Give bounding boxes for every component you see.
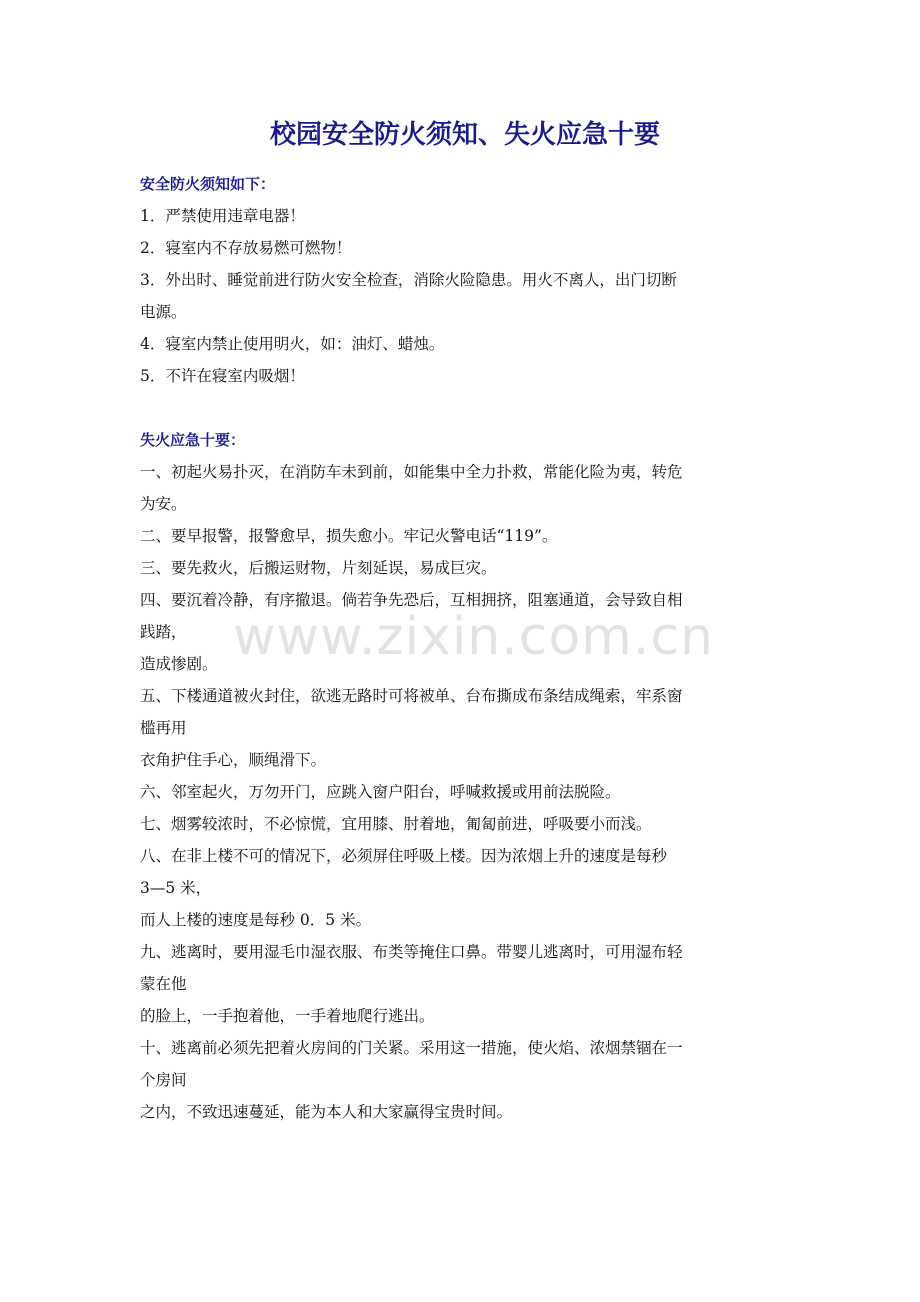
section-heading-fire-safety-rules: 安全防火须知如下：	[140, 175, 276, 193]
list-item-line: 七、烟雾较浓时，不必惊慌，宜用膝、肘着地，匍匐前进，呼吸要小而浅。	[140, 815, 652, 833]
list-item-line: 3—5 米，	[140, 879, 212, 897]
list-item-line: 的脸上，一手抱着他，一手着地爬行逃出。	[140, 1007, 435, 1025]
list-item	[140, 1032, 790, 1128]
section-heading-emergency-tips: 失火应急十要：	[140, 431, 246, 449]
list-item-line: 之内，不致迅速蔓延，能为本人和大家赢得宝贵时间。	[140, 1103, 513, 1121]
list-item-line: 二、要早报警，报警愈早，损失愈小。牢记火警电话“119”。	[140, 527, 558, 545]
list-item-line: 四、要沉着冷静，有序撤退。倘若争先恐后，互相拥挤，阻塞通道，会导致自相	[140, 591, 683, 609]
list-item	[140, 520, 790, 552]
list-item-line: 槛再用	[140, 719, 187, 737]
list-item	[140, 232, 790, 264]
list-item	[140, 776, 790, 808]
fire-safety-rules-list	[140, 200, 790, 392]
list-item	[140, 200, 790, 232]
list-item-line: 而人上楼的速度是每秒 0．5 米。	[140, 911, 372, 929]
list-item	[140, 680, 790, 776]
list-item-line: 电源。	[140, 303, 187, 321]
list-item-line: 5．不许在寝室内吸烟！	[140, 367, 305, 385]
list-item	[140, 264, 790, 328]
list-item-line: 为安。	[140, 495, 187, 513]
list-item-line: 十、逃离前必须先把着火房间的门关紧。采用这一措施，使火焰、浓烟禁锢在一	[140, 1039, 683, 1057]
list-item-line: 六、邻室起火，万勿开门，应跳入窗户阳台，呼喊救援或用前法脱险。	[140, 783, 621, 801]
page-title: 校园安全防火须知、失火应急十要	[269, 120, 660, 150]
watermark-text: www.zixin.com.cn	[233, 607, 714, 667]
list-item	[140, 936, 790, 1032]
list-item-line: 造成惨剧。	[140, 655, 218, 673]
list-item-line: 三、要先救火，后搬运财物，片刻延误，易成巨灾。	[140, 559, 497, 577]
list-item	[140, 360, 790, 392]
list-item-line: 1．严禁使用违章电器！	[140, 207, 305, 225]
list-item-line: 3．外出时、睡觉前进行防火安全检查，消除火险隐患。用火不离人，出门切断	[140, 271, 677, 289]
emergency-tips-list	[140, 456, 790, 1128]
list-item-line: 五、下楼通道被火封住，欲逃无路时可将被单、台布撕成布条结成绳索，牢系窗	[140, 687, 683, 705]
list-item-line: 一、初起火易扑灭，在消防车未到前，如能集中全力扑救，常能化险为夷，转危	[140, 463, 683, 481]
list-item-line: 个房间	[140, 1071, 187, 1089]
list-item-line: 衣角护住手心，顺绳滑下。	[140, 751, 327, 769]
list-item-line: 九、逃离时，要用湿毛巾湿衣服、布类等掩住口鼻。带婴儿逃离时，可用湿布轻	[140, 943, 683, 961]
list-item	[140, 808, 790, 840]
list-item	[140, 840, 790, 936]
list-item	[140, 552, 790, 584]
list-item-line: 践踏，	[140, 623, 187, 641]
list-item	[140, 328, 790, 360]
list-item-line: 蒙在他	[140, 975, 187, 993]
list-item-line: 4．寝室内禁止使用明火，如：油灯、蜡烛。	[140, 335, 445, 353]
list-item-line: 2．寝室内不存放易燃可燃物！	[140, 239, 352, 257]
list-item	[140, 456, 790, 520]
list-item-line: 八、在非上楼不可的情况下，必须屏住呼吸上楼。因为浓烟上升的速度是每秒	[140, 847, 668, 865]
